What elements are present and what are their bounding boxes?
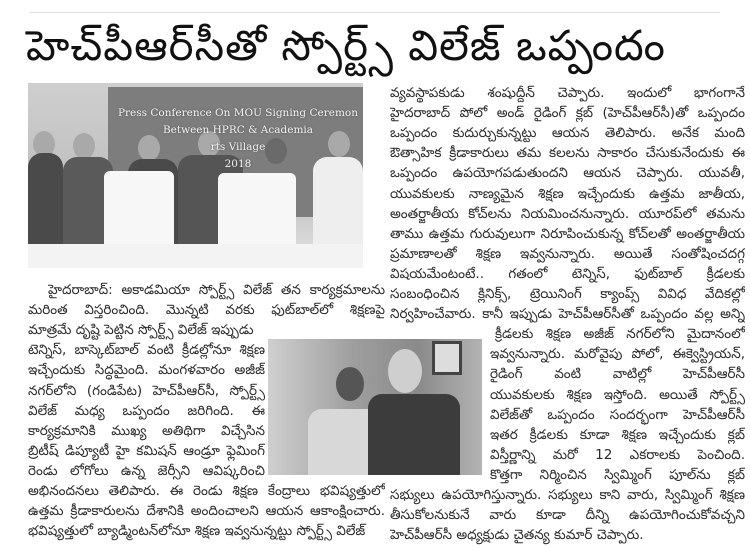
- article-line: కార్యక్రమానికి ముఖ్య అతిథిగా విచ్చేసిన: [28, 422, 265, 439]
- article-line: యువకులకు శిక్షణ ఇస్తోంది. అయితే స్పోర్ట్స్: [490, 386, 745, 403]
- article-line: ఒప్పందం ఉపయోగపడుతుందని ఆయన చెప్పారు. యువతీ,: [390, 165, 745, 182]
- article-line: విస్తీర్ణాన్ని మరో 12 ఎకరాలకు పెంచింది.: [490, 446, 745, 463]
- article-line: భవిష్యత్తులో బ్యాడ్మింటన్‌లోనూ శిక్షణ ఇవ్వనున్నట్టు స్పోర్ట్స్ విలేజ్: [28, 523, 366, 540]
- article-line: టెన్నిస్, బాస్కెట్‌బాల్ వంటి క్రీడల్లోనూ శిక్షణ: [28, 342, 265, 359]
- article-line: ఇతర క్రీడలకు కూడా శిక్షణ ఇచ్చేందుకు క్లబ్: [490, 426, 745, 443]
- article-line: వ్యవస్థాపకుడు శంషుద్దీన్ చెప్పారు. ఇందులో భాగంగానే: [390, 85, 745, 101]
- article-line: విలేజ్ మధ్య ఒప్పందం జరిగింది. ఈ: [28, 402, 265, 419]
- article-line: ఔత్సాహిక క్రీడాకారులు తమ కలలను సాకారం చేసుకునేందుకు ఈ: [390, 145, 745, 162]
- person: [368, 394, 460, 475]
- article-line: తీసుకోలనుకునే వారు కూడా దీన్ని ఉపయోగించుకోవచ్చని: [390, 507, 745, 524]
- two-men-photo: [268, 339, 482, 475]
- article-line: రైడింగ్ వంటి వాటిల్లో హెచ్‌పీఆర్‌సీ: [490, 366, 745, 383]
- banner-line: Press Conference On MOU Signing Ceremon: [117, 107, 359, 119]
- press-conference-photo: [28, 83, 363, 268]
- article-line: మాత్రమే దృష్టి పెట్టిన స్పోర్ట్స్ విలేజ్ ఇప్పుడు: [28, 322, 254, 339]
- article-line: సభ్యులు ఉపయోగిస్తున్నారు. సభ్యులు కాని వారు, స్విమ్మింగ్ శిక్షణ: [390, 487, 745, 503]
- wall-frame: [432, 341, 462, 375]
- banner-line: Between HPRC & Academia: [162, 124, 314, 136]
- article-line: యువకులకు నాణ్యమైన శిక్షణ ఇచ్చేందుకు ఉత్తమ జాతీయ,: [390, 185, 745, 202]
- article-line: హైదరాబాద్ పోలో అండ్ రైడింగ్ క్లబ్ (హెచ్‌పీఆర్‌సీ)తో ఒప్పందం: [390, 105, 745, 122]
- article-line: ఒప్పందం కుదుర్చుకున్నట్టు ఆయన తెలిపారు. అనేక మంది: [390, 125, 745, 142]
- article-line: ఇవ్వనున్నారు. మరోవైపు పోలో, ఈక్వెస్ట్రియన్,: [490, 346, 745, 363]
- jersey: [218, 173, 296, 253]
- top-divider: [30, 12, 720, 13]
- article-line: మరింత విస్తరించింది. మొన్నటి వరకు ఫుట్‌బాల్‌లో శిక్షణపై: [28, 302, 385, 319]
- person-head: [388, 349, 422, 393]
- article-line: హెచ్‌పీఆర్‌సీ అధ్యక్షుడు చైతన్య కుమార్ చెప్పారు.: [390, 527, 644, 544]
- article-line: తాము ఉత్తమ గురువులుగా నిరూపించుకున్న కోచ్‌లతో అంతర్జాతీయ: [390, 225, 745, 242]
- article-line: రెండు లోగోలు ఉన్న జెర్సీని ఆవిష్కరించి: [28, 462, 265, 479]
- article-line: విషయమేంటంటే.. గతంలో టెన్నిస్, ఫుట్‌బాల్ క్రీడలకు: [390, 265, 745, 282]
- article-line: కొత్తగా నిర్మించిన స్విమ్మింగ్ పూల్‌ను క్లబ్: [490, 466, 745, 483]
- article-line: ప్రమాణాలతో శిక్షణ ఇవ్వనున్నారు. అయితే సంతోషించదగ్గ: [390, 245, 745, 262]
- photo-banner-text: [108, 87, 363, 173]
- article-line: బ్రిటీష్ డిప్యూటీ హై కమిషన్ ఆండ్రూ ఫ్లెమింగ్: [28, 442, 265, 459]
- jersey: [104, 171, 174, 246]
- article-line: ఉత్తమ క్రీడాకారులను దేశానికి అందించాలని ఆయన ఆకాంక్షించారు.: [28, 503, 385, 520]
- table: [28, 244, 363, 268]
- headline: హెచ్‌పీఆర్‌సీతో స్పోర్ట్స్ విలేజ్ ఒప్పందం: [26, 21, 666, 70]
- person-head: [336, 367, 364, 401]
- article-line: ఇచ్చేందుకు సిద్ధమైంది. మంగళవారం అజీజ్: [28, 362, 265, 379]
- article-line: హైదరాబాద్: అకాడమియా స్పోర్ట్స్ విలేజ్ తన కార్యక్రమాలను: [48, 282, 385, 298]
- banner-line: rts Village: [210, 141, 266, 153]
- person-head: [73, 133, 95, 159]
- banner-line: 2018: [224, 158, 252, 170]
- article-line: క్రీడలకు శిక్షణ అజీజ్ నగర్‌లోని మైదానంలో: [495, 326, 745, 343]
- article-line: నగర్‌లోని (గండిపేట) హెచ్‌పీఆర్‌సీ, స్పోర్ట్స్: [28, 382, 265, 399]
- article-line: విలేజ్‌తో ఒప్పందం సందర్భంగా హెచ్‌పీఆర్‌సీ: [490, 406, 745, 423]
- person: [28, 153, 63, 253]
- article-line: సంబంధించిన క్లినిక్స్, ట్రెయినింగ్ క్యాంప్స్ వివిధ వేదికల్లో: [390, 286, 745, 302]
- article-line: నిర్వహించేవారు. కానీ ఇప్పుడు హెచ్‌పీఆర్‌సీతో ఒప్పందం వల్ల అన్ని: [390, 306, 745, 323]
- article-line: అంతర్జాతీయ కోచ్‌లను నియమించనున్నారు. యూరప్‌లో తమను: [390, 205, 745, 222]
- article-line: అభినందనలు తెలిపారు. ఈ రెండు శిక్షణ కేంద్రాలు భవిష్యత్తులో: [28, 483, 385, 499]
